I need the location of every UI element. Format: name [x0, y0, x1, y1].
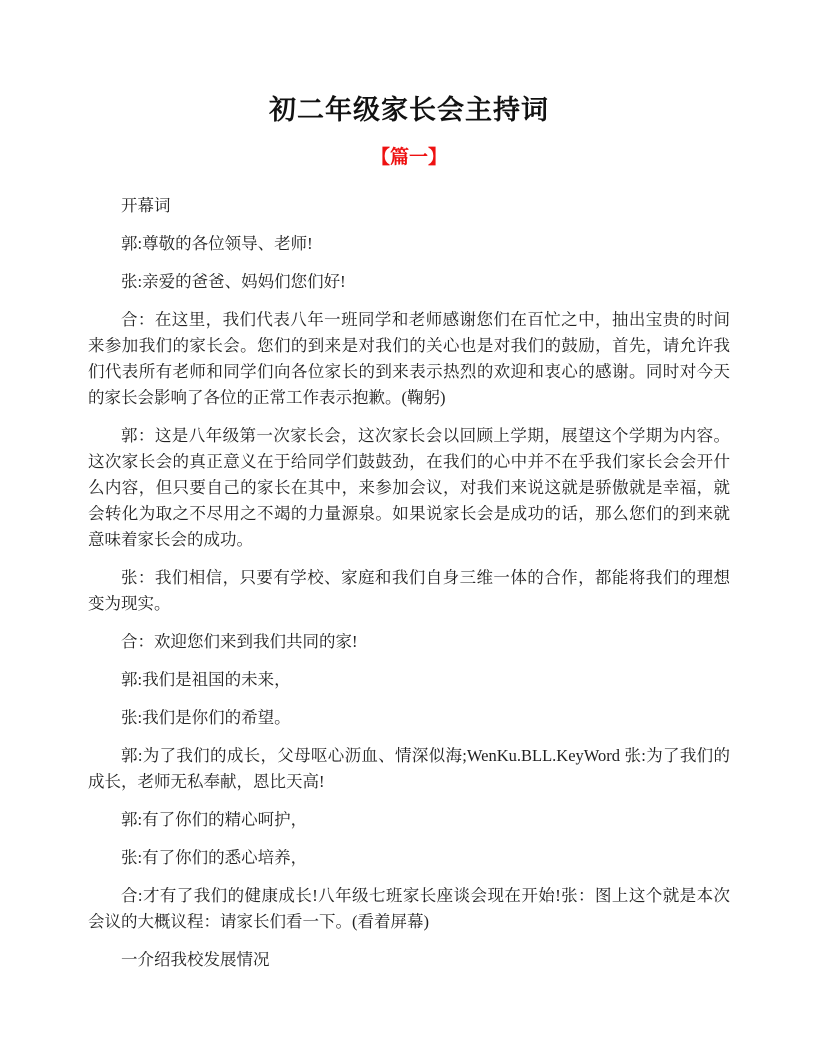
- paragraph: 郭:有了你们的精心呵护，: [121, 810, 308, 829]
- paragraph: 郭:尊敬的各位领导、老师!: [121, 234, 313, 253]
- section-heading: 【篇一】: [370, 147, 447, 168]
- paragraph-opening-remarks: 开幕词: [121, 196, 171, 215]
- paragraph: 郭:为了我们的成长，父母呕心沥血、情深似海;WenKu.BLL.KeyWord 张:为了我们的成长，老师无私奉献，恩比天高!: [88, 746, 730, 791]
- paragraph-agenda-item: 一介绍我校发展情况: [121, 950, 270, 969]
- paragraph: 张：我们相信，只要有学校、家庭和我们自身三维一体的合作，都能将我们的理想变为现实。: [88, 568, 730, 613]
- paragraph: 合：欢迎您们来到我们共同的家!: [121, 632, 358, 651]
- paragraph: 郭：这是八年级第一次家长会，这次家长会以回顾上学期，展望这个学期为内容。这次家长会的真正意义在于给同学们鼓鼓劲，在我们的心中并不在乎我们家长会会开什么内容，但只要自己的家长在其中，来参加会议，对我们来说这就是骄傲就是幸福，就会转化为取之不尽用之不竭的力量源泉。如果说家长会是成功的话，那么您们的到来就意味着家长会的成功。: [88, 426, 730, 549]
- paragraph: 张:亲爱的爸爸、妈妈们您们好!: [121, 272, 346, 291]
- document-body: [88, 193, 730, 973]
- paragraph: 合：在这里，我们代表八年一班同学和老师感谢您们在百忙之中，抽出宝贵的时间来参加我们的家长会。您们的到来是对我们的关心也是对我们的鼓励，首先，请允许我们代表所有老师和同学们向各位家长的到来表示热烈的欢迎和衷心的感谢。同时对今天的家长会影响了各位的正常工作表示抱歉。(鞠躬): [88, 310, 730, 407]
- paragraph: 张:有了你们的悉心培养，: [121, 848, 308, 867]
- paragraph: 张:我们是你们的希望。: [121, 708, 291, 727]
- paragraph: 合:才有了我们的健康成长!八年级七班家长座谈会现在开始!张：图上这个就是本次会议的大概议程：请家长们看一下。(看着屏幕): [88, 886, 730, 931]
- paragraph: 郭:我们是祖国的未来，: [121, 670, 291, 689]
- document-title: 初二年级家长会主持词: [269, 95, 549, 125]
